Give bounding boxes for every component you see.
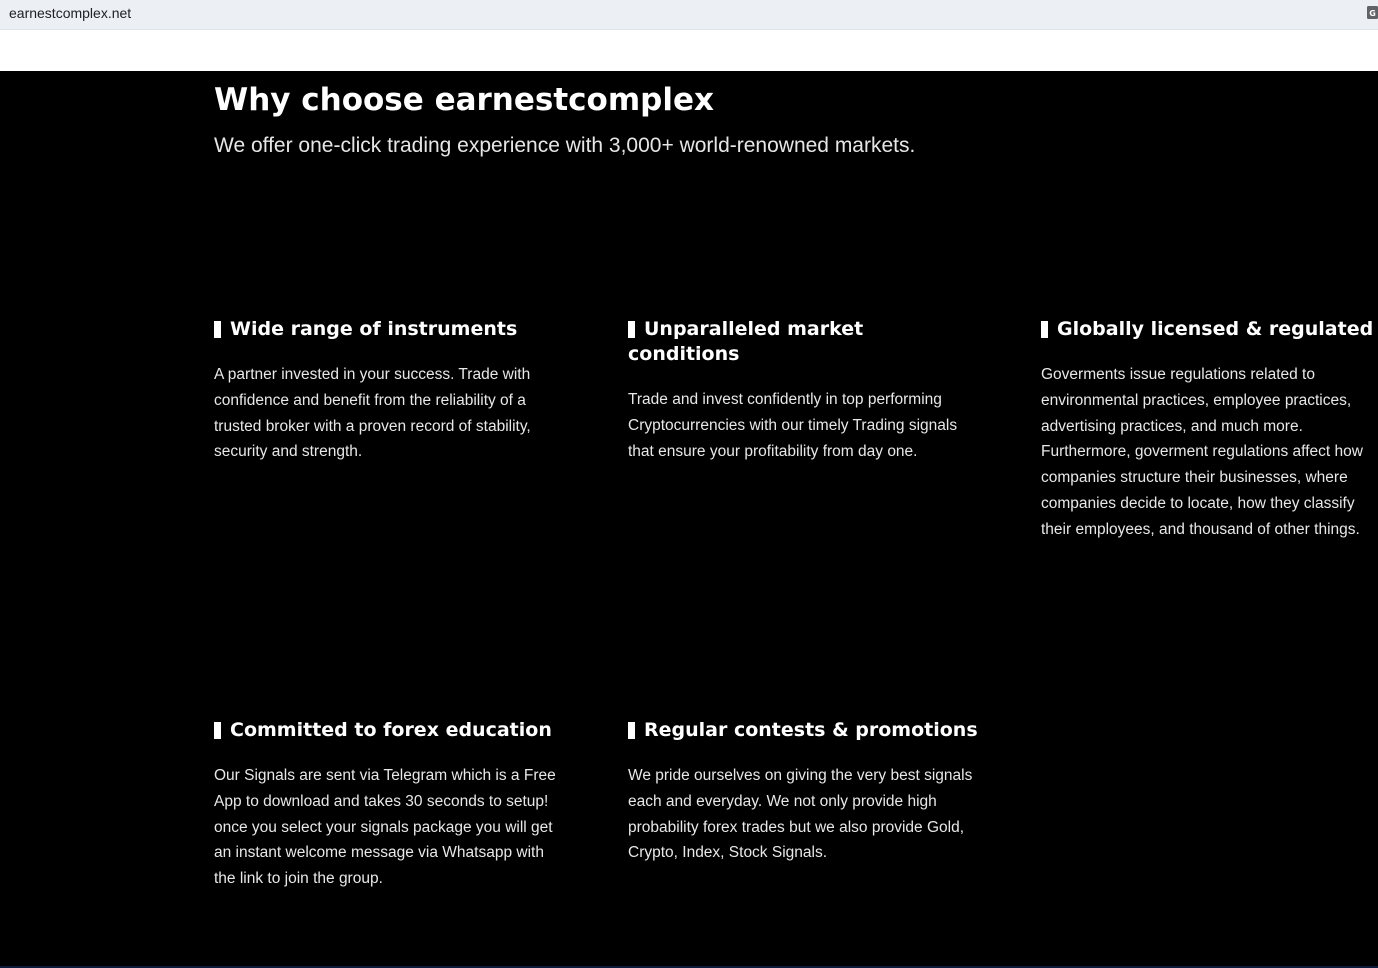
feature-title <box>628 718 978 743</box>
title-accent-bar <box>214 722 221 739</box>
section-subheading: We offer one-click trading experience with 3,000+ world-renowned markets. <box>214 134 916 157</box>
why-choose-section <box>0 71 1378 966</box>
feature-wide-range <box>214 317 564 465</box>
feature-body: Trade and invest confidently in top performing Cryptocurrencies with our timely Trading signals that ensure your profitability from day one. <box>628 391 958 460</box>
translate-icon[interactable] <box>1366 5 1378 21</box>
url-text[interactable]: earnestcomplex.net <box>9 5 132 21</box>
site-header-band <box>0 30 1378 71</box>
feature-title-text: Globally licensed & regulated <box>1057 318 1374 340</box>
feature-contests-promotions <box>628 718 978 866</box>
browser-url-bar[interactable] <box>0 0 1378 30</box>
feature-forex-education <box>214 718 564 892</box>
feature-title <box>1041 317 1378 342</box>
feature-title <box>628 317 978 367</box>
feature-body: We pride ourselves on giving the very best signals each and everyday. We not only provide high probability forex trades but we also provide Gold, Crypto, Index, Stock Signals. <box>628 767 973 862</box>
feature-market-conditions <box>628 317 978 464</box>
title-accent-bar <box>1041 321 1048 338</box>
feature-licensed-regulated <box>1041 317 1378 543</box>
feature-title-text: Unparalleled market conditions <box>628 318 864 365</box>
feature-title <box>214 718 564 743</box>
title-accent-bar <box>628 321 635 338</box>
title-accent-bar <box>214 321 221 338</box>
svg-text:G: G <box>1369 9 1376 18</box>
feature-title <box>214 317 564 342</box>
section-heading: Why choose earnestcomplex <box>214 82 714 118</box>
feature-title-text: Committed to forex education <box>230 719 552 741</box>
feature-body: Our Signals are sent via Telegram which is a Free App to download and takes 30 seconds to setup! once you select your signals package you will get an instant welcome message via Whatsapp with the link to join the group. <box>214 767 556 888</box>
feature-title-text: Wide range of instruments <box>230 318 518 340</box>
feature-body: Goverments issue regulations related to environmental practices, employee practices, advertising practices, and much more. Furthermore, goverment regulations affect how companies structure their businesses, where companies decide to locate, how they classify their employees, and thousand of other things. <box>1041 366 1363 538</box>
feature-body: A partner invested in your success. Trade with confidence and benefit from the reliability of a trusted broker with a proven record of stability, security and strength. <box>214 366 531 461</box>
title-accent-bar <box>628 722 635 739</box>
feature-title-text: Regular contests & promotions <box>644 719 978 741</box>
